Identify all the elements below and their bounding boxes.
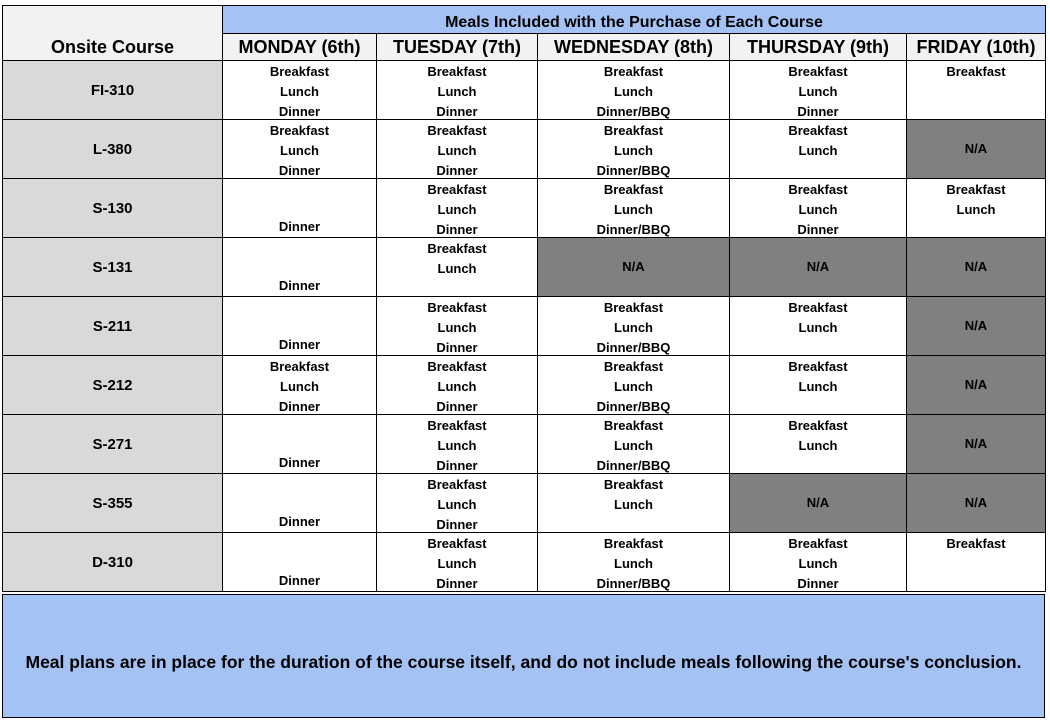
- meal-item: Lunch: [614, 320, 653, 335]
- day-header-friday: FRIDAY (10th): [907, 34, 1046, 61]
- meal-item: Dinner: [436, 458, 478, 473]
- meal-item: Breakfast: [946, 64, 1006, 79]
- meal-cell-monday: [223, 356, 377, 415]
- meal-item: Dinner/BBQ: [596, 340, 671, 355]
- meal-item: Breakfast: [603, 123, 664, 138]
- meal-item: Dinner: [278, 337, 321, 352]
- meal-cell-thursday: [730, 356, 907, 415]
- meal-grid: [2, 5, 1046, 592]
- meal-item: Dinner: [797, 576, 839, 591]
- meal-item: Dinner: [436, 163, 478, 178]
- meal-item: Breakfast: [427, 536, 487, 551]
- meal-cell-friday: [907, 61, 1046, 120]
- meal-item: Breakfast: [269, 64, 330, 79]
- meal-item: Breakfast: [603, 64, 664, 79]
- meal-cell-wednesday: [538, 297, 730, 356]
- meal-item: Dinner: [436, 517, 478, 532]
- na-cell-friday: N/A: [907, 238, 1046, 297]
- meal-cell-monday: [223, 238, 377, 297]
- meal-item: Dinner: [797, 104, 839, 119]
- meal-item: Breakfast: [269, 359, 330, 374]
- meal-item: Lunch: [798, 202, 838, 217]
- course-cell: S-130: [2, 179, 223, 238]
- meal-item: Lunch: [437, 84, 477, 99]
- meal-item: Dinner: [278, 163, 321, 178]
- meal-cell-thursday: [730, 297, 907, 356]
- meal-item: Dinner: [436, 399, 478, 414]
- meal-cell-monday: [223, 120, 377, 179]
- meal-item: Dinner: [278, 219, 321, 234]
- meal-item: Lunch: [437, 202, 477, 217]
- meal-item: Dinner: [278, 573, 321, 588]
- meal-item: Lunch: [437, 261, 477, 276]
- meal-cell-tuesday: [377, 179, 538, 238]
- meal-item: Dinner: [436, 104, 478, 119]
- meal-item: Lunch: [798, 84, 838, 99]
- meal-item: Breakfast: [788, 182, 848, 197]
- meal-item: Lunch: [798, 320, 838, 335]
- meal-item: Breakfast: [269, 123, 330, 138]
- meal-item: Breakfast: [946, 536, 1006, 551]
- meal-item: Breakfast: [427, 300, 487, 315]
- meal-item: Lunch: [798, 379, 838, 394]
- meal-cell-thursday: [730, 61, 907, 120]
- meal-cell-monday: [223, 297, 377, 356]
- meal-cell-wednesday: [538, 415, 730, 474]
- na-cell-wednesday: N/A: [538, 238, 730, 297]
- meal-cell-tuesday: [377, 238, 538, 297]
- day-header-monday: MONDAY (6th): [223, 34, 377, 61]
- meal-item: Lunch: [614, 556, 653, 571]
- meal-cell-tuesday: [377, 120, 538, 179]
- meal-item: Dinner: [278, 455, 321, 470]
- course-cell: S-131: [2, 238, 223, 297]
- meal-item: Lunch: [614, 379, 653, 394]
- meal-cell-monday: [223, 474, 377, 533]
- meal-cell-monday: [223, 415, 377, 474]
- meal-item: Lunch: [614, 84, 653, 99]
- meal-item: Dinner: [436, 222, 478, 237]
- meal-item: Breakfast: [427, 359, 487, 374]
- na-cell-friday: N/A: [907, 415, 1046, 474]
- day-header-tuesday: TUESDAY (7th): [377, 34, 538, 61]
- meal-item: Breakfast: [603, 418, 664, 433]
- course-cell: S-212: [2, 356, 223, 415]
- meal-item: Breakfast: [603, 477, 664, 492]
- meal-item: Dinner: [278, 278, 321, 293]
- day-header-thursday: THURSDAY (9th): [730, 34, 907, 61]
- meal-cell-monday: [223, 61, 377, 120]
- na-cell-friday: N/A: [907, 474, 1046, 533]
- course-cell: D-310: [2, 533, 223, 592]
- meal-item: Lunch: [437, 438, 477, 453]
- meal-item: Lunch: [437, 379, 477, 394]
- meal-item: Dinner/BBQ: [596, 163, 671, 178]
- meal-item: Lunch: [280, 143, 319, 158]
- meal-item: Breakfast: [788, 300, 848, 315]
- meal-item: Lunch: [437, 556, 477, 571]
- meal-item: Lunch: [614, 438, 653, 453]
- meal-item: Breakfast: [427, 241, 487, 256]
- meal-item: Dinner: [278, 104, 321, 119]
- meal-cell-wednesday: [538, 120, 730, 179]
- na-cell-thursday: N/A: [730, 238, 907, 297]
- meal-cell-tuesday: [377, 297, 538, 356]
- table-title: Meals Included with the Purchase of Each Course: [223, 5, 1046, 34]
- meal-cell-thursday: [730, 179, 907, 238]
- meal-item: Lunch: [798, 556, 838, 571]
- meal-item: Breakfast: [788, 536, 848, 551]
- meal-item: Dinner/BBQ: [596, 104, 671, 119]
- meal-item: Breakfast: [788, 123, 848, 138]
- meal-item: Breakfast: [603, 536, 664, 551]
- meal-item: Breakfast: [427, 477, 487, 492]
- meal-cell-wednesday: [538, 61, 730, 120]
- meal-item: Breakfast: [603, 300, 664, 315]
- meal-cell-wednesday: [538, 474, 730, 533]
- meal-item: Lunch: [437, 143, 477, 158]
- meal-item: Breakfast: [946, 182, 1006, 197]
- na-cell-friday: N/A: [907, 120, 1046, 179]
- meal-cell-tuesday: [377, 415, 538, 474]
- meal-cell-tuesday: [377, 356, 538, 415]
- meal-item: Dinner/BBQ: [596, 222, 671, 237]
- na-cell-thursday: N/A: [730, 474, 907, 533]
- meal-cell-friday: [907, 179, 1046, 238]
- meal-item: Dinner/BBQ: [596, 576, 671, 591]
- meal-item: Dinner: [278, 399, 321, 414]
- meal-item: Lunch: [614, 202, 653, 217]
- meal-cell-monday: [223, 179, 377, 238]
- meal-item: Breakfast: [427, 418, 487, 433]
- meal-cell-thursday: [730, 533, 907, 592]
- meal-item: Lunch: [798, 438, 838, 453]
- meal-item: Lunch: [437, 497, 477, 512]
- meal-table: [2, 5, 1046, 592]
- course-cell: S-211: [2, 297, 223, 356]
- meal-item: Lunch: [437, 320, 477, 335]
- meal-cell-monday: [223, 533, 377, 592]
- meal-cell-wednesday: [538, 179, 730, 238]
- meal-item: Breakfast: [603, 182, 664, 197]
- day-header-wednesday: WEDNESDAY (8th): [538, 34, 730, 61]
- meal-item: Lunch: [614, 143, 653, 158]
- meal-item: Breakfast: [788, 64, 848, 79]
- meal-item: Lunch: [280, 379, 319, 394]
- meal-cell-tuesday: [377, 533, 538, 592]
- meal-item: Breakfast: [788, 359, 848, 374]
- course-cell: S-271: [2, 415, 223, 474]
- meal-item: Dinner: [278, 514, 321, 529]
- onsite-course-header: Onsite Course: [2, 5, 223, 61]
- course-cell: S-355: [2, 474, 223, 533]
- meal-cell-friday: [907, 533, 1046, 592]
- meal-cell-thursday: [730, 120, 907, 179]
- meal-item: Lunch: [956, 202, 996, 217]
- meal-cell-thursday: [730, 415, 907, 474]
- meal-item: Breakfast: [788, 418, 848, 433]
- meal-item: Lunch: [280, 84, 319, 99]
- meal-item: Lunch: [614, 497, 653, 512]
- meal-item: Lunch: [798, 143, 838, 158]
- course-cell: L-380: [2, 120, 223, 179]
- footnote-text: Meal plans are in place for the duration of the course itself, and do not include meals following the course's conclusion.: [25, 652, 1022, 672]
- na-cell-friday: N/A: [907, 297, 1046, 356]
- meal-cell-wednesday: [538, 356, 730, 415]
- meal-item: Dinner/BBQ: [596, 399, 671, 414]
- meal-item: Breakfast: [603, 359, 664, 374]
- meal-cell-tuesday: [377, 474, 538, 533]
- course-cell: FI-310: [2, 61, 223, 120]
- meal-item: Breakfast: [427, 182, 487, 197]
- na-cell-friday: N/A: [907, 356, 1046, 415]
- meal-item: Dinner/BBQ: [596, 458, 671, 473]
- meal-item: Breakfast: [427, 123, 487, 138]
- meal-cell-tuesday: [377, 61, 538, 120]
- meal-item: Dinner: [436, 576, 478, 591]
- footnote: [2, 594, 1045, 718]
- meal-item: Dinner: [797, 222, 839, 237]
- meal-item: Breakfast: [427, 64, 487, 79]
- meal-cell-wednesday: [538, 533, 730, 592]
- meal-item: Dinner: [436, 340, 478, 355]
